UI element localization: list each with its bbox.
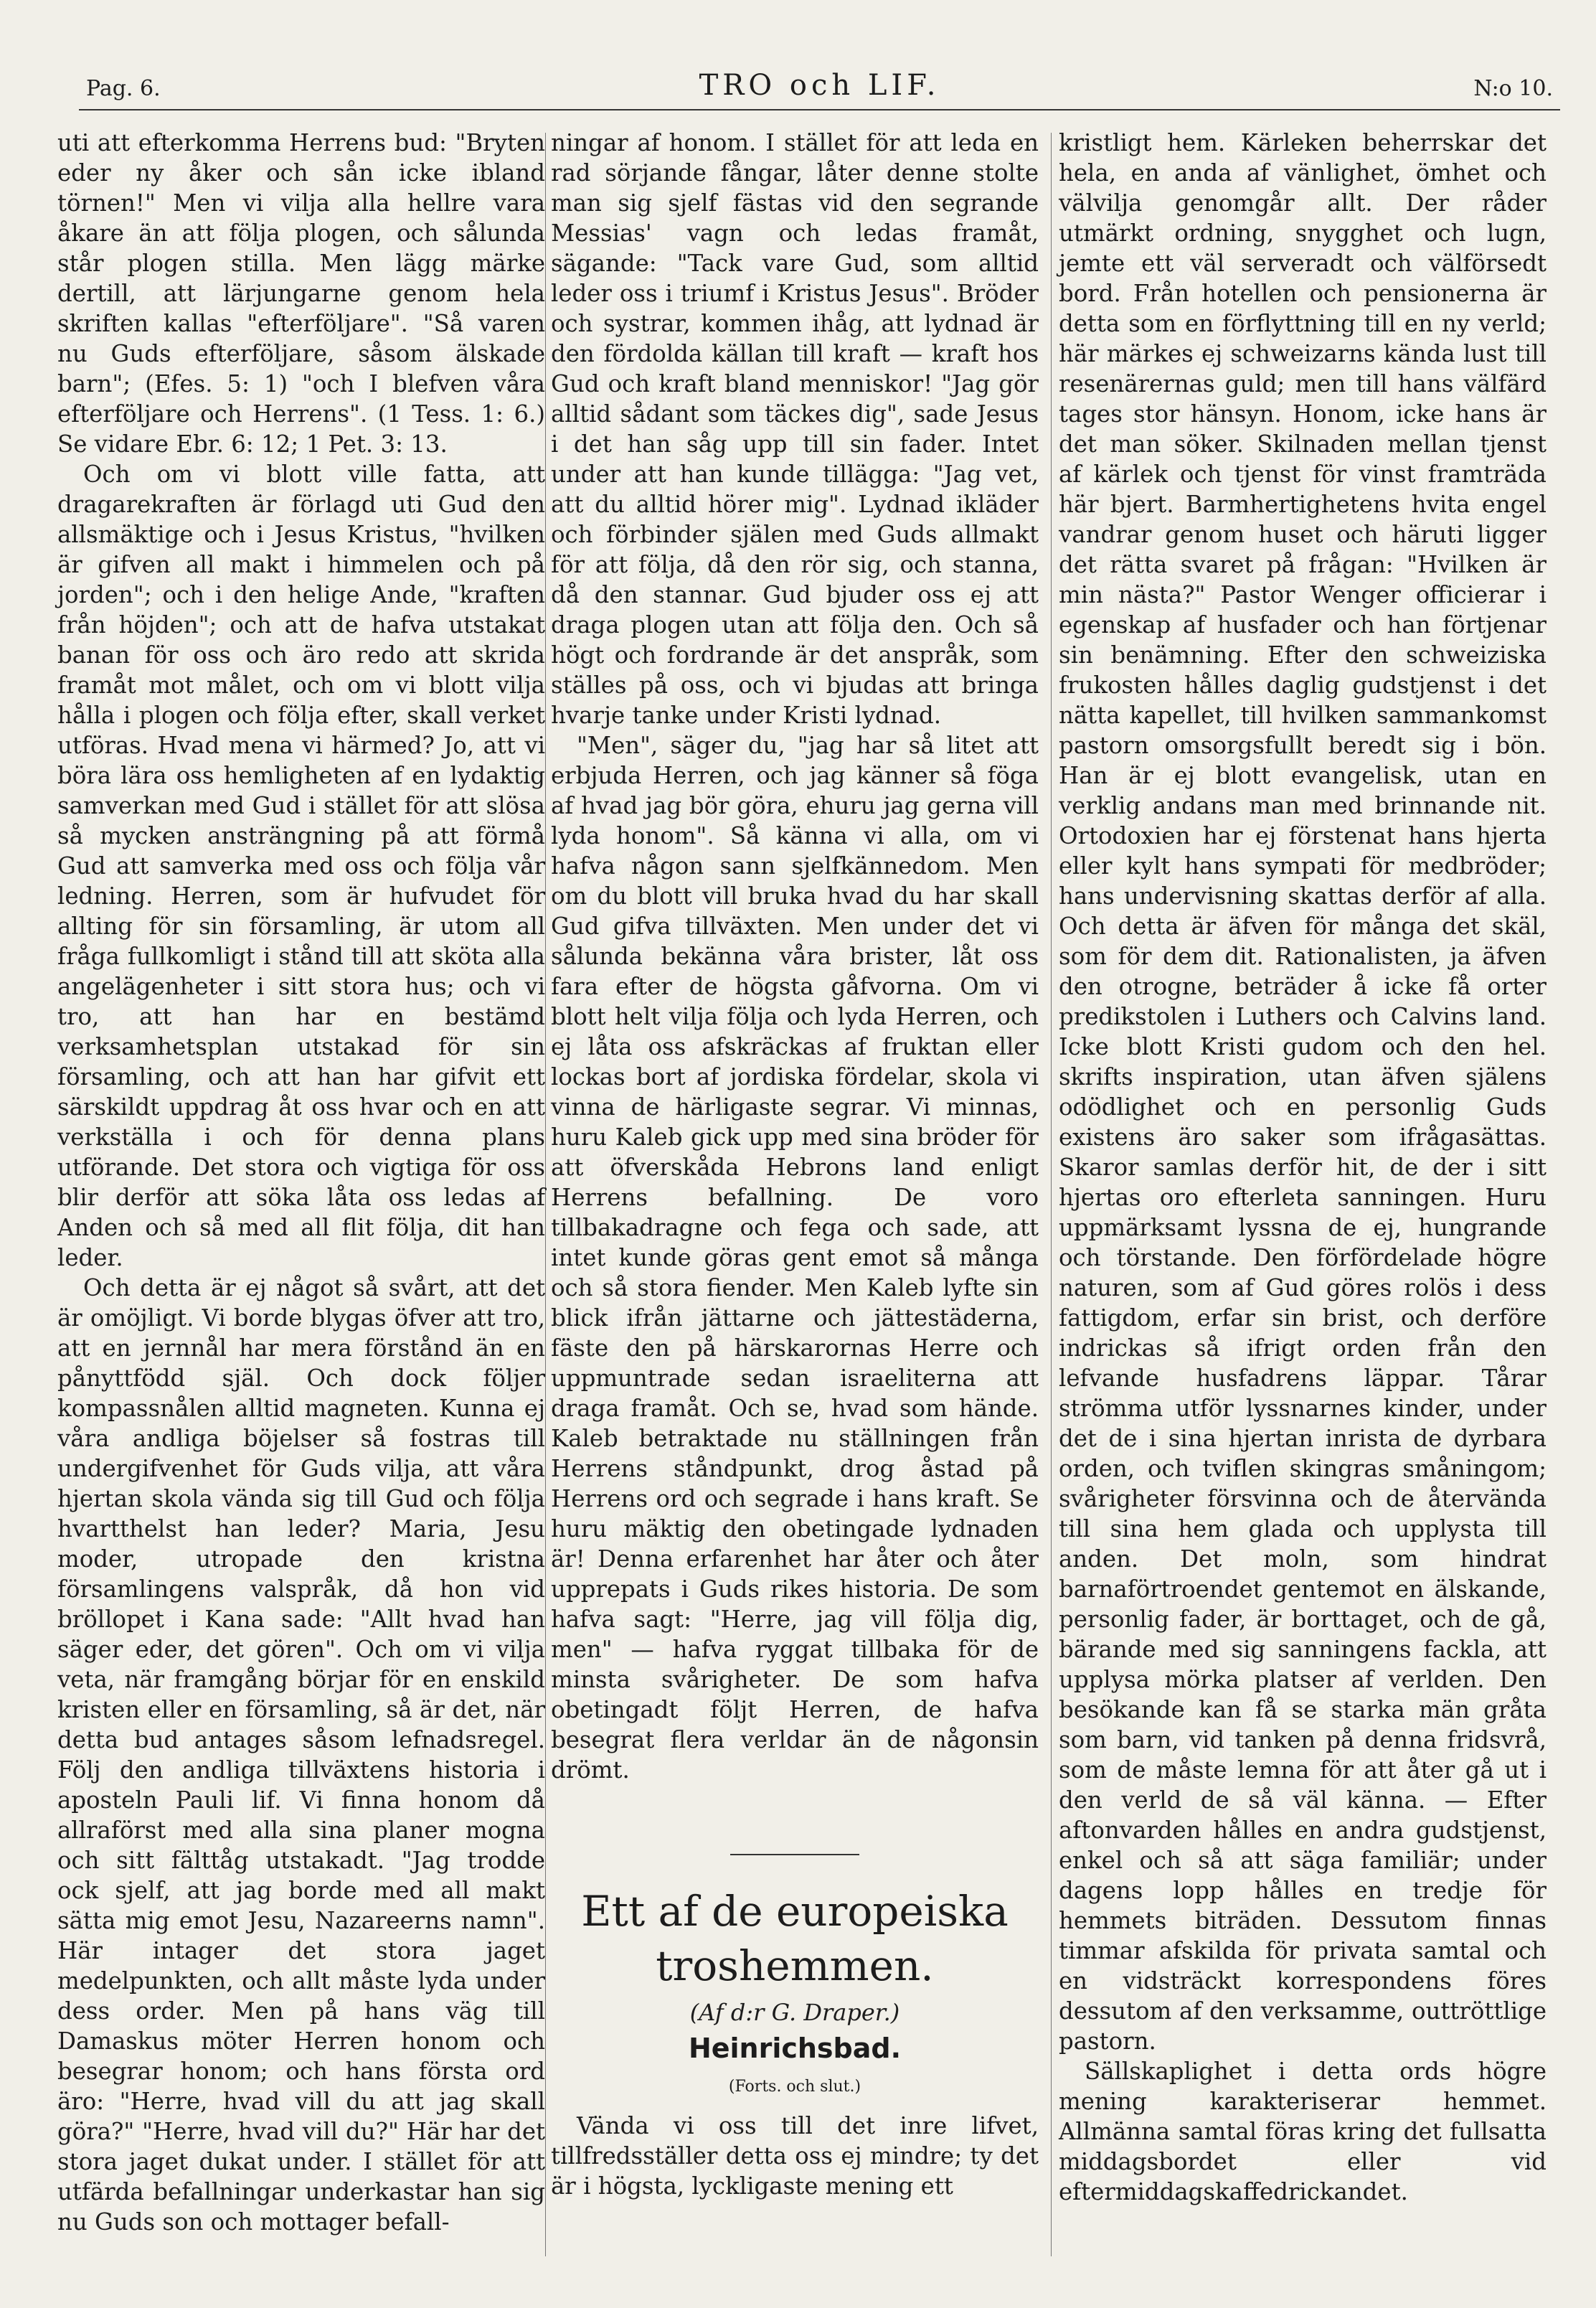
paragraph: "Men", säger du, "jag har så litet att erbjuda Herren, och jag känner så föga af hvad jag bör göra, ehuru jag gerna vill lyda honom". Så känna vi alla, om vi hafva någon sann sjelfkännedom. Men om du blott vill bruka hvad du har skall Gud gifva tillväxten. Men under det vi sålunda bekänna våra brister, låt oss fara efter de högsta gåfvorna. Om vi blott helt vilja följa och lyda Herren, och ej låta oss afskräckas af fruktan eller lockas bort af jordiska fördelar, skola vi vinna de härligaste segrar. Vi minnas, huru Kaleb gick upp med sina bröder för att öfverskåda Hebrons land enligt Herrens befallning. De voro tillbakadragne och fega och sade, att intet kunde göras gent emot så många och så stora fiender. Men Kaleb lyfte sin blick ifrån jättarne och jättestäderna, fäste den på härskarornas Herre och uppmuntrade sedan israeliterna att draga framåt. Och se, hvad som hände. Kaleb betraktade nu ställningen från Herrens ståndpunkt, drog åstad på Herrens ord och segrade i hans kraft. Se huru mäktig den obetingade lydnaden är! Denna erfarenhet har åter och åter upprepats i Guds rikes historia. De som hafva sagt: "Herre, jag vill följa dig, men" — hafva ryggat tillbaka för de minsta svårigheter. De som hafva obetingadt följt Herren, de hafva besegrat flera verldar än de någonsin drömt.	[551, 732, 1039, 1784]
article-byline: (Af d:r G. Draper.)	[689, 1999, 900, 2026]
column-divider	[545, 133, 546, 2256]
paragraph: Och om vi blott ville fatta, att dragarekraften är förlagd uti Gud den allsmäktige och i Jesus Kristus, "hvilken är gifven all makt i himmelen och på jorden"; och i den helige Ande, "kraften från höjden"; och att de hafva utstakat banan för oss och äro redo att skrida framåt mot målet, och om vi blott vilja hålla i plogen och följa efter, skall verket utföras. Hvad mena vi härmed? Jo, att vi böra lära oss hemligheten af en lydaktig samverkan med Gud i stället för att slösa så mycken ansträngning på att förmå Gud att samverka med oss och följa vår ledning. Herren, som är hufvudet för allting för sin församling, är utom all fråga fullkomligt i stånd till att sköta alla angelägenheter i sitt stora hus; och vi tro, att han har en bestämd verksamhetsplan utstakad för sin församling, och att han har gifvit ett särskildt uppdrag åt oss hvar och en att verkställa i och för denna plans utförande. Det stora och vigtiga för oss blir derför att söka låta oss ledas af Anden och så med all flit följa, dit han leder.	[57, 461, 545, 1271]
page-header	[86, 69, 1553, 112]
paragraph: uti att efterkomma Herrens bud: "Bryten eder ny åker och sån icke ibland törnen!" Men vi vilja alla hellre vara åkare än att följa plogen, och sålunda står plogen stilla. Men lägg märke dertill, att lärjungarne genom hela skriften kallas "efterföljare". "Så varen nu Guds efterföljare, såsom älskade barn"; (Efes. 5: 1) "och I blefven våra efterföljare och Herrens". (1 Tess. 1: 6.) Se vidare Ebr. 6: 12; 1 Pet. 3: 13.	[57, 129, 545, 458]
newspaper-title: TRO och LIF.	[699, 69, 940, 102]
header-rule	[79, 109, 1560, 110]
column-1	[57, 128, 545, 2237]
issue-number: N:o 10.	[1473, 76, 1553, 101]
article-title: Ett af de europeiska troshemmen.	[581, 1887, 1009, 1990]
paragraph: Vända vi oss till det inre lifvet, tillfredsställer detta oss ej mindre; ty det är i högsta, lyckligaste mening ett	[551, 2112, 1039, 2200]
article-separator	[730, 1854, 859, 1855]
paragraph: Och detta är ej något så svårt, att det är omöjligt. Vi borde blygas öfver att tro, att en jernnål har mera förstånd än en pånyttfödd själ. Och dock följer kompassnålen alltid magneten. Kunna ej våra andliga böjelser så fostras till undergifvenhet för Guds vilja, att våra hjertan skola vända sig till Gud och följa hvartthelst han leder? Maria, Jesu moder, utropade den kristna församlingens valspråk, då hon vid bröllopet i Kana sade: "Allt hvad han säger eder, det gören". Och om vi vilja veta, när framgång börjar för en enskild kristen eller en församling, så är det, när detta bud antages såsom lefnadsregel. Följ den andliga tillväxtens historia i aposteln Pauli lif. Vi finna honom då allraförst med alla sina planer mogna och sitt fälttåg utstakadt. "Jag trodde ock sjelf, att jag borde med all makt sätta mig emot Jesu, Nazareerns namn". Här intager det stora jaget medelpunkten, och allt måste lyda under dess order. Men på hans väg till Damaskus möter Herren honom och besegrar honom; och hans första ord äro: "Herre, hvad vill du att jag skall göra?" "Herre, hvad vill du?" Här har det stora jaget dukat under. I stället för att utfärda befallningar underkastar han sig nu Guds son och mottager befall-	[57, 1274, 545, 2236]
column-divider	[1051, 133, 1052, 2256]
paragraph: kristligt hem. Kärleken beherrskar det hela, en anda af vänlighet, ömhet och välvilja genomgår allt. Der råder utmärkt ordning, snygghet och lugn, jemte ett väl serveradt och välförsedt bord. Från hotellen och pensionerna är detta som en förflyttning till en ny verld; här märkes ej schweizarns kända lust till resenärernas guld; men till hans välfärd tages stor hänsyn. Honom, icke hans är det man söker. Skilnaden mellan tjenst af kärlek och tjenst för vinst framträda här bjert. Barmhertighetens hvita engel vandrar genom huset och häruti ligger det rätta svaret på frågan: "Hvilken är min nästa?" Pastor Wenger officierar i egenskap af husfader och han förtjenar sin benämning. Efter den schweiziska frukosten hålles daglig gudstjenst i det nätta kapellet, till hvilken sammankomst pastorn omsorgsfullt beredt sig i bön. Han är ej blott evangelisk, utan en verklig andans man med brinnande nit. Ortodoxien har ej förstenat hans hjerta eller kylt hans sympati för medbröder; hans undervisning skattas derför af alla. Och detta är äfven för många det skäl, som för dem dit. Rationalisten, ja äfven den otrogne, beträder å icke få orter predikstolen i Luthers och Calvins land. Icke blott Kristi gudom och den hel. skrifts inspiration, utan äfven själens odödlighet och en personlig Guds existens äro saker som ifrågasättas. Skaror samlas derför hit, de der i sitt hjertas oro efterleta sanningen. Huru uppmärksamt lyssna de ej, hungrande och törstande. Den förfördelade högre naturen, som af Gud göres rolös i dess fattigdom, erfar sin brist, och derföre indrickas så ifrigt orden från den lefvande husfadrens läppar. Tårar strömma utför lyssnarnes kinder, under det de i sina hjertan inrista de dyrbara orden, och tviflen skingras småningom; svårigheter försvinna och de återvända till sina hem glada och upplysta till anden. Det moln, som hindrat barnaförtroendet gentemot en älskande, personlig fader, är borttaget, och de gå, bärande med sig sanningens fackla, att upplysa mörka platser af verlden. Den besökande kan få se starka män gråta som barn, vid tanken på denna fridsvrå, som de måste lemna för att åter gå ut i den verld de så väl känna. — Efter aftonvarden hålles en andra gudstjenst, enkel och så att säga familiär; under dagens lopp hålles en tredje för hemmets biträden. Dessutom finnas timmar afskilda för privata samtal och en vidsträckt korrespondens föres dessutom af den verksamme, outtröttlige pastorn.	[1059, 129, 1547, 2055]
paragraph: Sällskaplighet i detta ords högre mening karakteriserar hemmet. Allmänna samtal föras kring det fullsatta middagsbordet eller vid eftermiddagskaffedrickandet.	[1059, 2058, 1547, 2205]
article-continued-note: (Forts. och slut.)	[728, 2078, 861, 2096]
paragraph: ningar af honom. I stället för att leda en rad sörjande fångar, låter denne stolte man sig sjelf fästas vid den segrande Messias' vagn och ledas framåt, sägande: "Tack vare Gud, som alltid leder oss i triumf i Kristus Jesus". Bröder och systrar, kommen ihåg, att lydnad är den fördolda källan till kraft — kraft hos Gud och kraft bland menniskor! "Jag gör alltid sådant som täckes dig", sade Jesus i det han såg upp till sin fader. Intet under att han kunde tillägga: "Jag vet, att du alltid hörer mig". Lydnad ikläder och förbinder själen med Guds allmakt för att följa, då den rör sig, och stanna, då den stannar. Gud bjuder oss ej att draga plogen utan att följa den. Och så högt och fordrande är det anspråk, som ställes på oss, och vi bjudas att bringa hvarje tanke under Kristi lydnad.	[551, 129, 1039, 729]
article-subtitle: Heinrichsbad.	[688, 2033, 902, 2064]
column-2	[551, 128, 1039, 2201]
page-number: Pag. 6.	[86, 76, 161, 101]
column-3	[1059, 128, 1547, 2207]
